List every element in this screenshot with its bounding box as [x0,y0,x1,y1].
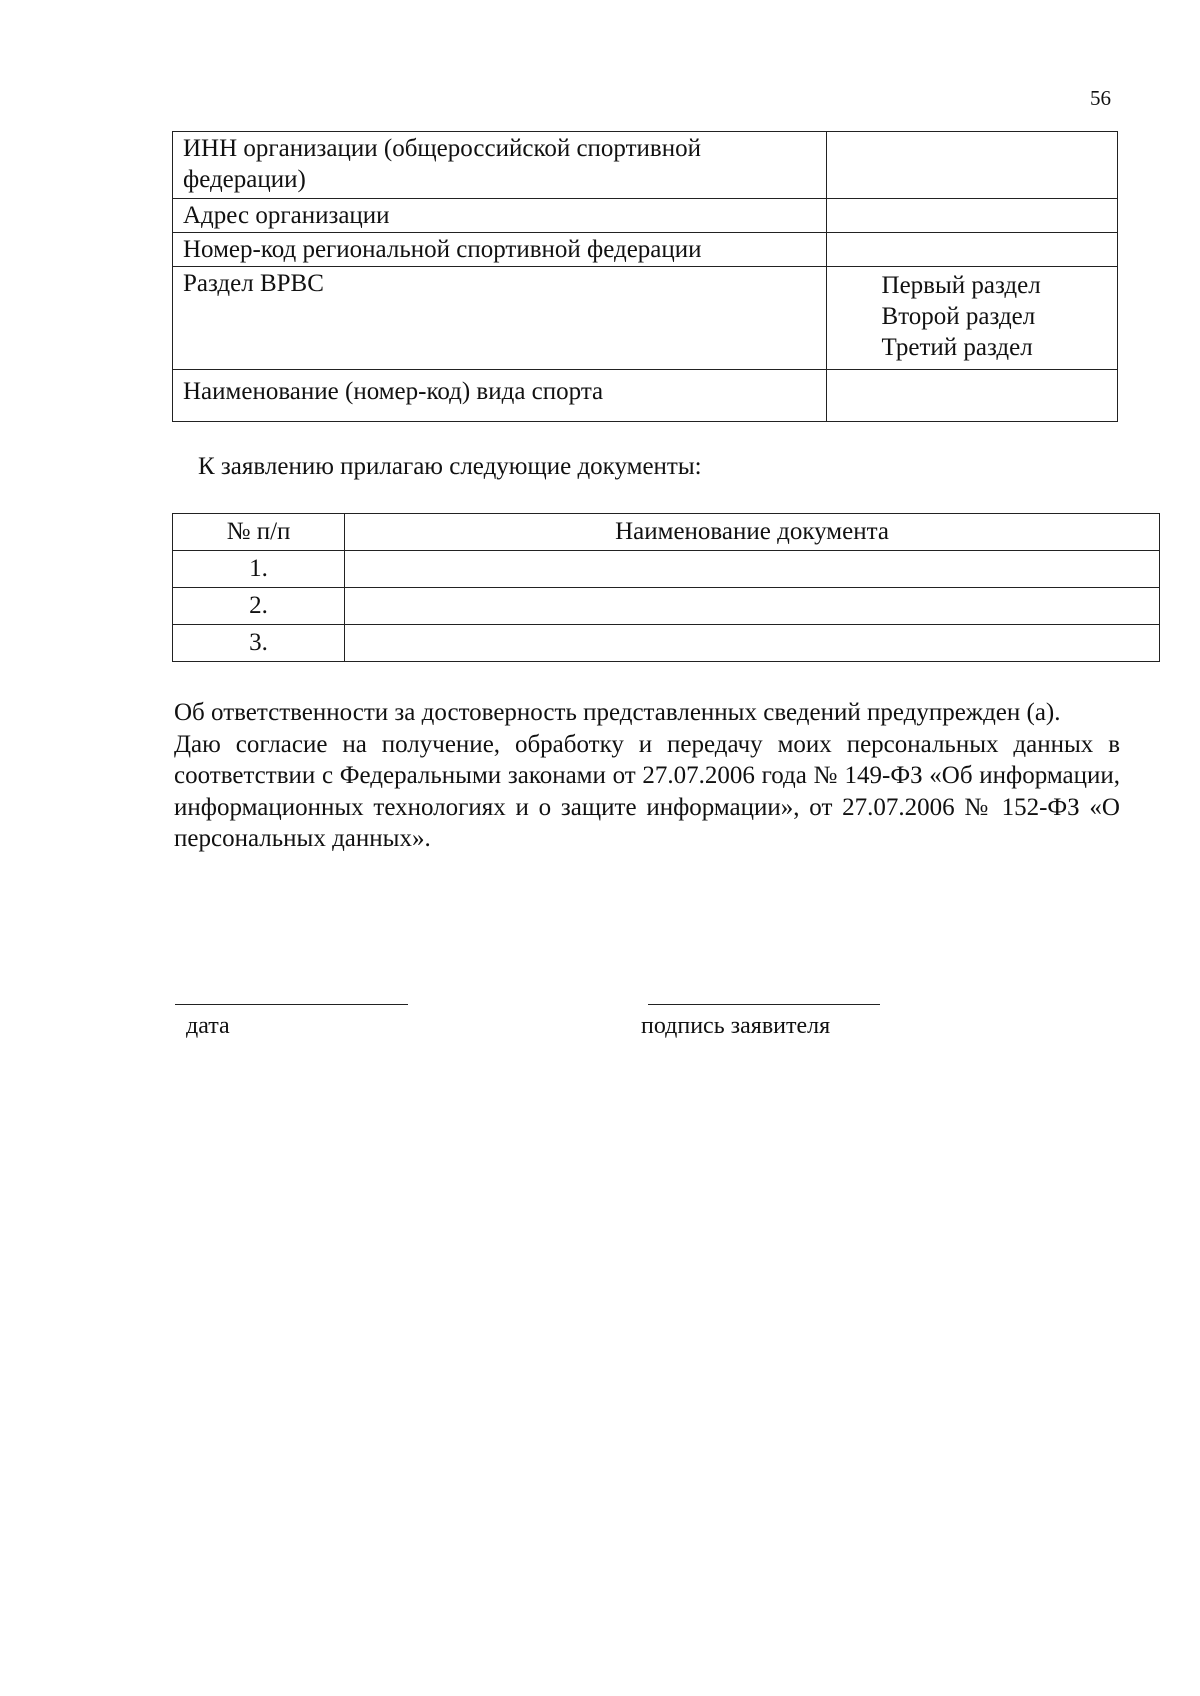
statements-block [174,697,1120,855]
date-label: дата [186,1013,230,1039]
table-row [173,370,1118,422]
document-name-cell[interactable] [345,625,1160,662]
sport-name-value[interactable] [826,370,1117,422]
section-option-first[interactable]: Первый раздел [881,272,1041,299]
table-row [173,551,1160,588]
table-header-row [173,514,1160,551]
inn-value[interactable] [826,132,1117,199]
row-number: 3. [173,625,345,662]
row-number: 2. [173,588,345,625]
document-name-cell[interactable] [345,588,1160,625]
vrvs-section-label: Раздел ВРВС [173,267,827,370]
table-row [173,199,1118,233]
table-row [173,625,1160,662]
date-line[interactable] [175,1004,408,1005]
column-header-document-name: Наименование документа [345,514,1160,551]
column-header-number: № п/п [173,514,345,551]
inn-label: ИНН организации (общероссийской спортивной федерации) [173,132,827,199]
table-row [173,267,1118,370]
regional-federation-code-value[interactable] [826,233,1117,267]
regional-federation-code-label: Номер-код региональной спортивной федерации [173,233,827,267]
consent-statement: Даю согласие на получение, обработку и передачу моих персональных данных в соответствии с Федеральными законами от 27.07.2006 года № 149-ФЗ «Об информации, информационных технологиях и о защите информации», от 27.07.2006 № 152-ФЗ «О персональных данных». [174,730,1120,852]
sport-name-label: Наименование (номер-код) вида спорта [173,370,827,422]
address-label: Адрес организации [173,199,827,233]
organization-info-table [172,131,1118,422]
document-name-cell[interactable] [345,551,1160,588]
page-number: 56 [1090,86,1111,110]
attachments-table [172,513,1160,662]
row-number: 1. [173,551,345,588]
section-option-second[interactable]: Второй раздел [881,303,1036,330]
signature-line[interactable] [648,1004,880,1005]
address-value[interactable] [826,199,1117,233]
signature-label: подпись заявителя [641,1013,831,1039]
responsibility-statement: Об ответственности за достоверность представленных сведений предупрежден (а). [174,699,1061,726]
table-row [173,233,1118,267]
vrvs-section-options [826,267,1117,370]
attachments-heading: К заявлению прилагаю следующие документы: [198,453,702,480]
table-row [173,132,1118,199]
section-option-third[interactable]: Третий раздел [881,334,1033,361]
table-row [173,588,1160,625]
